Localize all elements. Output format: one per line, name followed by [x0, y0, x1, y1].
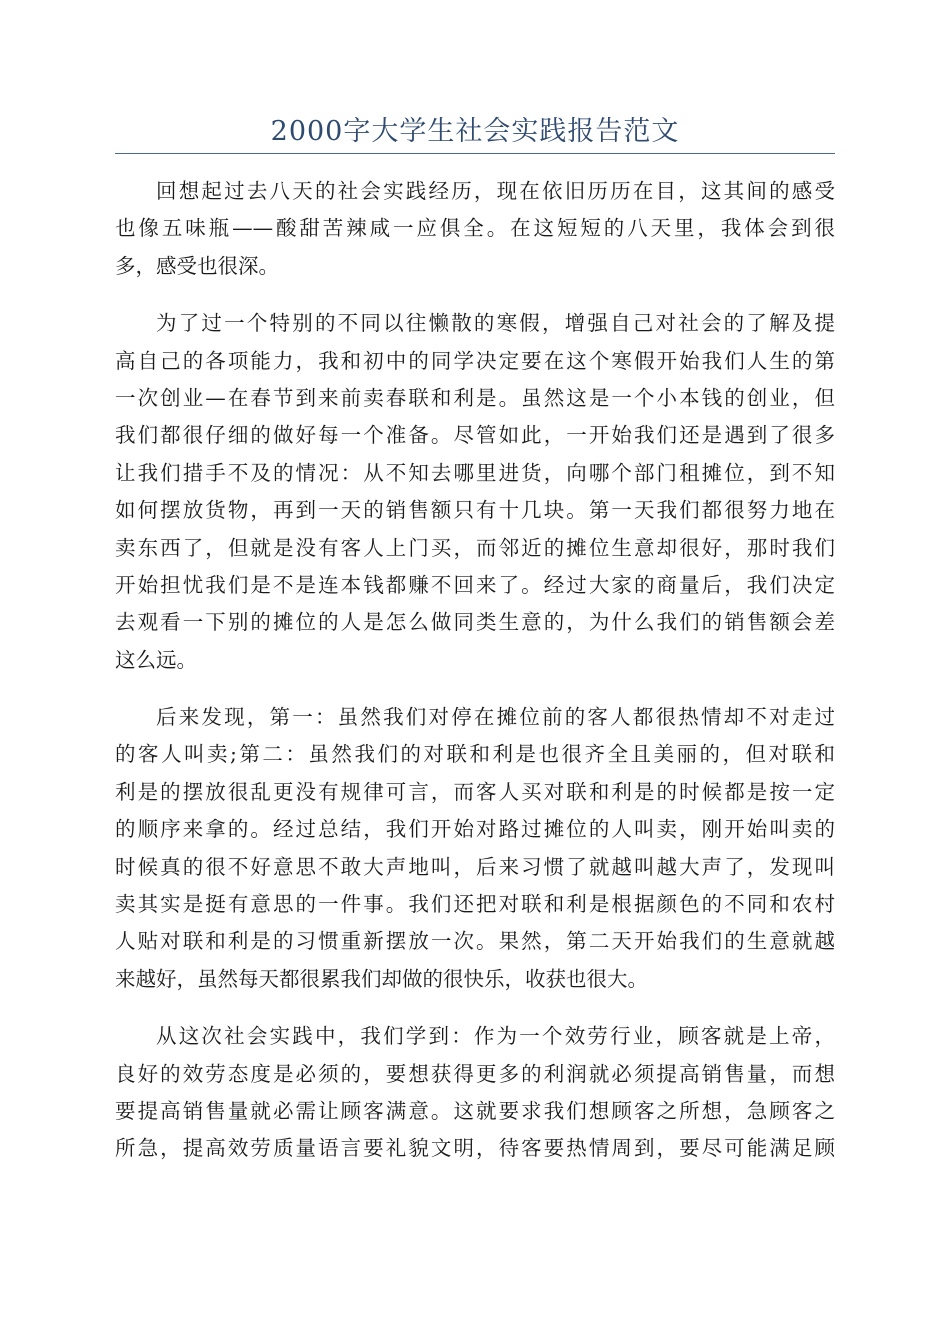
text-line: 的顺序来拿的。经过总结，我们开始对路过摊位的人叫卖，刚开始叫卖的: [115, 817, 835, 842]
text-line: 这么远。: [115, 647, 197, 672]
text-line: 卖其实是挺有意思的一件事。我们还把对联和利是根据颜色的不同和农村: [115, 892, 835, 917]
document-body: [115, 173, 835, 1188]
text-line: 从这次社会实践中，我们学到：作为一个效劳行业，顾客就是上帝，: [156, 1024, 835, 1049]
text-line: 人贴对联和利是的习惯重新摆放一次。果然，第二天开始我们的生意就越: [115, 929, 835, 954]
text-line: 也像五味瓶——酸甜苦辣咸一应俱全。在这短短的八天里，我体会到很: [115, 216, 835, 241]
text-line: 时候真的很不好意思不敢大声地叫，后来习惯了就越叫越大声了，发现叫: [115, 854, 835, 879]
paragraph-1: [115, 173, 835, 285]
paragraph-2: [115, 305, 835, 679]
text-line: 所急，提高效劳质量语言要礼貌文明，待客要热情周到，要尽可能满足顾: [115, 1136, 835, 1161]
text-line: 去观看一下别的摊位的人是怎么做同类生意的，为什么我们的销售额会差: [115, 610, 835, 635]
text-line: 良好的效劳态度是必须的，要想获得更多的利润就必须提高销售量，而想: [115, 1061, 835, 1086]
text-line: 一次创业—在春节到来前卖春联和利是。虽然这是一个小本钱的创业，但: [115, 385, 835, 410]
text-line: 来越好，虽然每天都很累我们却做的很快乐，收获也很大。: [115, 966, 648, 991]
text-line: 高自己的各项能力，我和初中的同学决定要在这个寒假开始我们人生的第: [115, 348, 835, 373]
title-underline: [115, 153, 835, 154]
text-line: 多，感受也很深。: [115, 253, 279, 278]
text-line: 要提高销售量就必需让顾客满意。这就要求我们想顾客之所想，急顾客之: [115, 1098, 835, 1123]
text-line: 为了过一个特别的不同以往懒散的寒假，增强自己对社会的了解及提: [156, 311, 835, 336]
text-line: 让我们措手不及的情况：从不知去哪里进货，向哪个部门租摊位，到不知: [115, 460, 835, 485]
text-line: 我们都很仔细的做好每一个准备。尽管如此，一开始我们还是遇到了很多: [115, 423, 835, 448]
text-line: 的客人叫卖;第二：虽然我们的对联和利是也很齐全且美丽的，但对联和: [115, 742, 835, 767]
paragraph-3: [115, 699, 835, 998]
text-line: 利是的摆放很乱更没有规律可言，而客人买对联和利是的时候都是按一定: [115, 779, 835, 804]
text-line: 回想起过去八天的社会实践经历，现在依旧历历在目，这其间的感受: [156, 179, 835, 203]
text-line: 如何摆放货物，再到一天的销售额只有十几块。第一天我们都很努力地在: [115, 498, 835, 523]
paragraph-4: [115, 1018, 835, 1168]
text-line: 开始担忧我们是不是连本钱都赚不回来了。经过大家的商量后，我们决定: [115, 572, 835, 597]
text-line: 卖东西了，但就是没有客人上门买，而邻近的摊位生意却很好，那时我们: [115, 535, 835, 560]
text-line: 后来发现，第一：虽然我们对停在摊位前的客人都很热情却不对走过: [156, 705, 835, 730]
document-title: 2000字大学生社会实践报告范文: [270, 116, 680, 147]
